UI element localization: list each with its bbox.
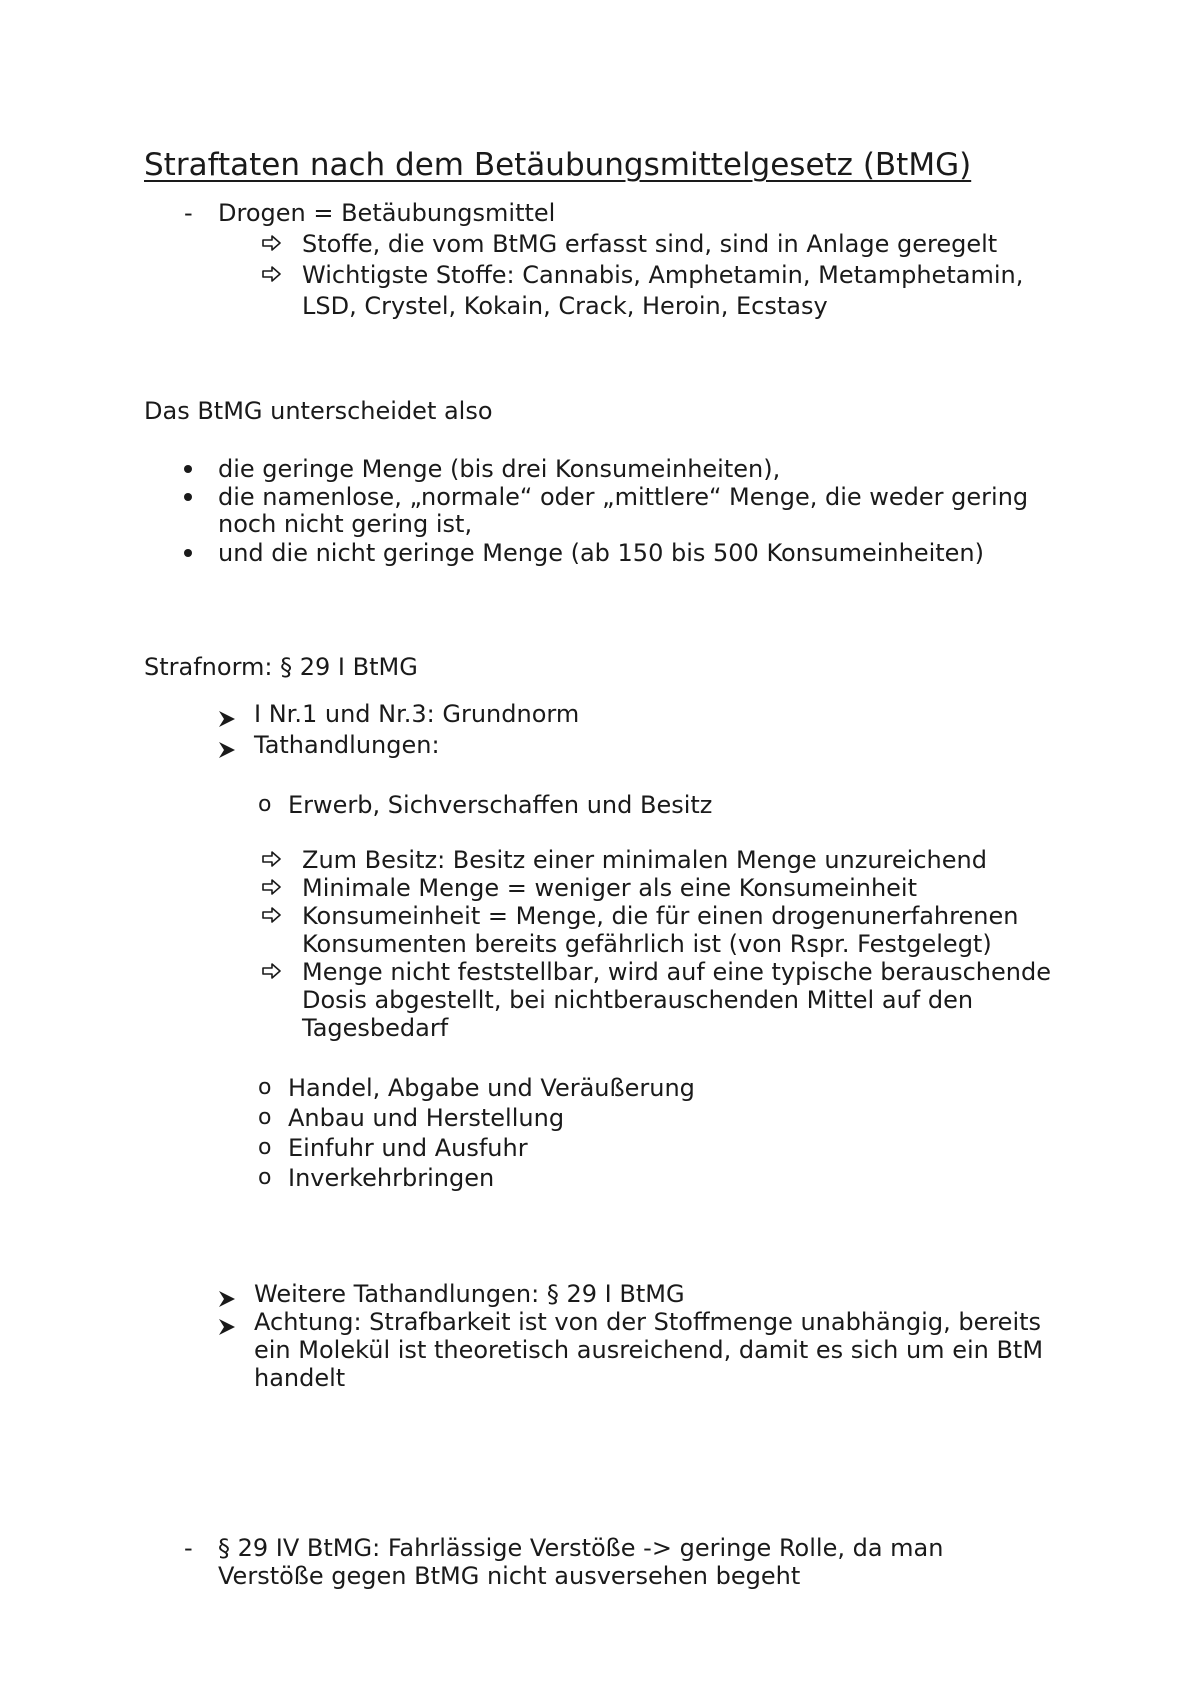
list-item-text: und die nicht geringe Menge (ab 150 bis 500 Konsumeinheiten) (218, 539, 985, 567)
arrowhead-bullet-icon (218, 1286, 236, 1314)
list-item-text-line: ein Molekül ist theoretisch ausreichend, damit es sich um ein BtM (254, 1336, 1044, 1364)
list-item-text: Inverkehrbringen (288, 1164, 495, 1192)
circle-marker: o (258, 1105, 272, 1130)
circle-marker: o (258, 1135, 272, 1160)
list-item-text-line: Achtung: Strafbarkeit ist von der Stoffmenge unabhängig, bereits (254, 1308, 1042, 1336)
list-item-text-line: noch nicht gering ist, (218, 510, 473, 538)
filled-dot-bullet-icon (184, 549, 192, 557)
circle-marker: o (258, 792, 272, 817)
dash-marker: - (184, 199, 193, 227)
dash-marker: - (184, 1534, 193, 1562)
list-item-text-line: Menge nicht feststellbar, wird auf eine typische berauschende (302, 958, 1051, 986)
list-item-text: Anbau und Herstellung (288, 1104, 565, 1132)
list-item-text: Stoffe, die vom BtMG erfasst sind, sind in Anlage geregelt (302, 230, 998, 258)
list-item-text-line: Konsumenten bereits gefährlich ist (von Rspr. Festgelegt) (302, 930, 992, 958)
page-title: Straftaten nach dem Betäubungsmittelgesetz (BtMG) (144, 147, 972, 183)
list-item-text: Zum Besitz: Besitz einer minimalen Menge unzureichend (302, 846, 987, 874)
list-item-text-line: LSD, Crystel, Kokain, Crack, Heroin, Ecstasy (302, 292, 828, 320)
outline-right-arrow-icon (262, 879, 282, 895)
list-item-text-line: handelt (254, 1364, 346, 1392)
list-item-text: die geringe Menge (bis drei Konsumeinheiten), (218, 455, 781, 483)
list-item-text-line: Konsumeinheit = Menge, die für einen drogenunerfahrenen (302, 902, 1019, 930)
outline-right-arrow-icon (262, 907, 282, 923)
paragraph: Das BtMG unterscheidet also (144, 397, 493, 425)
filled-dot-bullet-icon (184, 465, 192, 473)
list-item-text-line: § 29 IV BtMG: Fahrlässige Verstöße -> geringe Rolle, da man (218, 1534, 944, 1562)
list-item-text: Einfuhr und Ausfuhr (288, 1134, 528, 1162)
circle-marker: o (258, 1075, 272, 1100)
outline-right-arrow-icon (262, 266, 282, 282)
list-item-text: Weitere Tathandlungen: § 29 I BtMG (254, 1280, 685, 1308)
list-item-text: Erwerb, Sichverschaffen und Besitz (288, 791, 713, 819)
filled-dot-bullet-icon (184, 493, 192, 501)
circle-marker: o (258, 1165, 272, 1190)
outline-right-arrow-icon (262, 851, 282, 867)
list-item-text-line: Wichtigste Stoffe: Cannabis, Amphetamin, Metamphetamin, (302, 261, 1024, 289)
list-item-text-line: Tagesbedarf (302, 1014, 449, 1042)
list-item-text: I Nr.1 und Nr.3: Grundnorm (254, 700, 580, 728)
outline-right-arrow-icon (262, 963, 282, 979)
list-item-text-line: Dosis abgestellt, bei nichtberauschenden Mittel auf den (302, 986, 974, 1014)
list-item-text-line: die namenlose, „normale“ oder „mittlere“ Menge, die weder gering (218, 483, 1029, 511)
list-item-text: Handel, Abgabe und Veräußerung (288, 1074, 695, 1102)
list-item-text-line: Verstöße gegen BtMG nicht ausversehen begeht (218, 1562, 801, 1590)
list-item-text: Minimale Menge = weniger als eine Konsumeinheit (302, 874, 917, 902)
list-item-text: Drogen = Betäubungsmittel (218, 199, 556, 227)
arrowhead-bullet-icon (218, 706, 236, 734)
section-heading: Strafnorm: § 29 I BtMG (144, 653, 418, 681)
outline-right-arrow-icon (262, 235, 282, 251)
arrowhead-bullet-icon (218, 737, 236, 765)
arrowhead-bullet-icon (218, 1314, 236, 1342)
list-item-text: Tathandlungen: (254, 731, 440, 759)
